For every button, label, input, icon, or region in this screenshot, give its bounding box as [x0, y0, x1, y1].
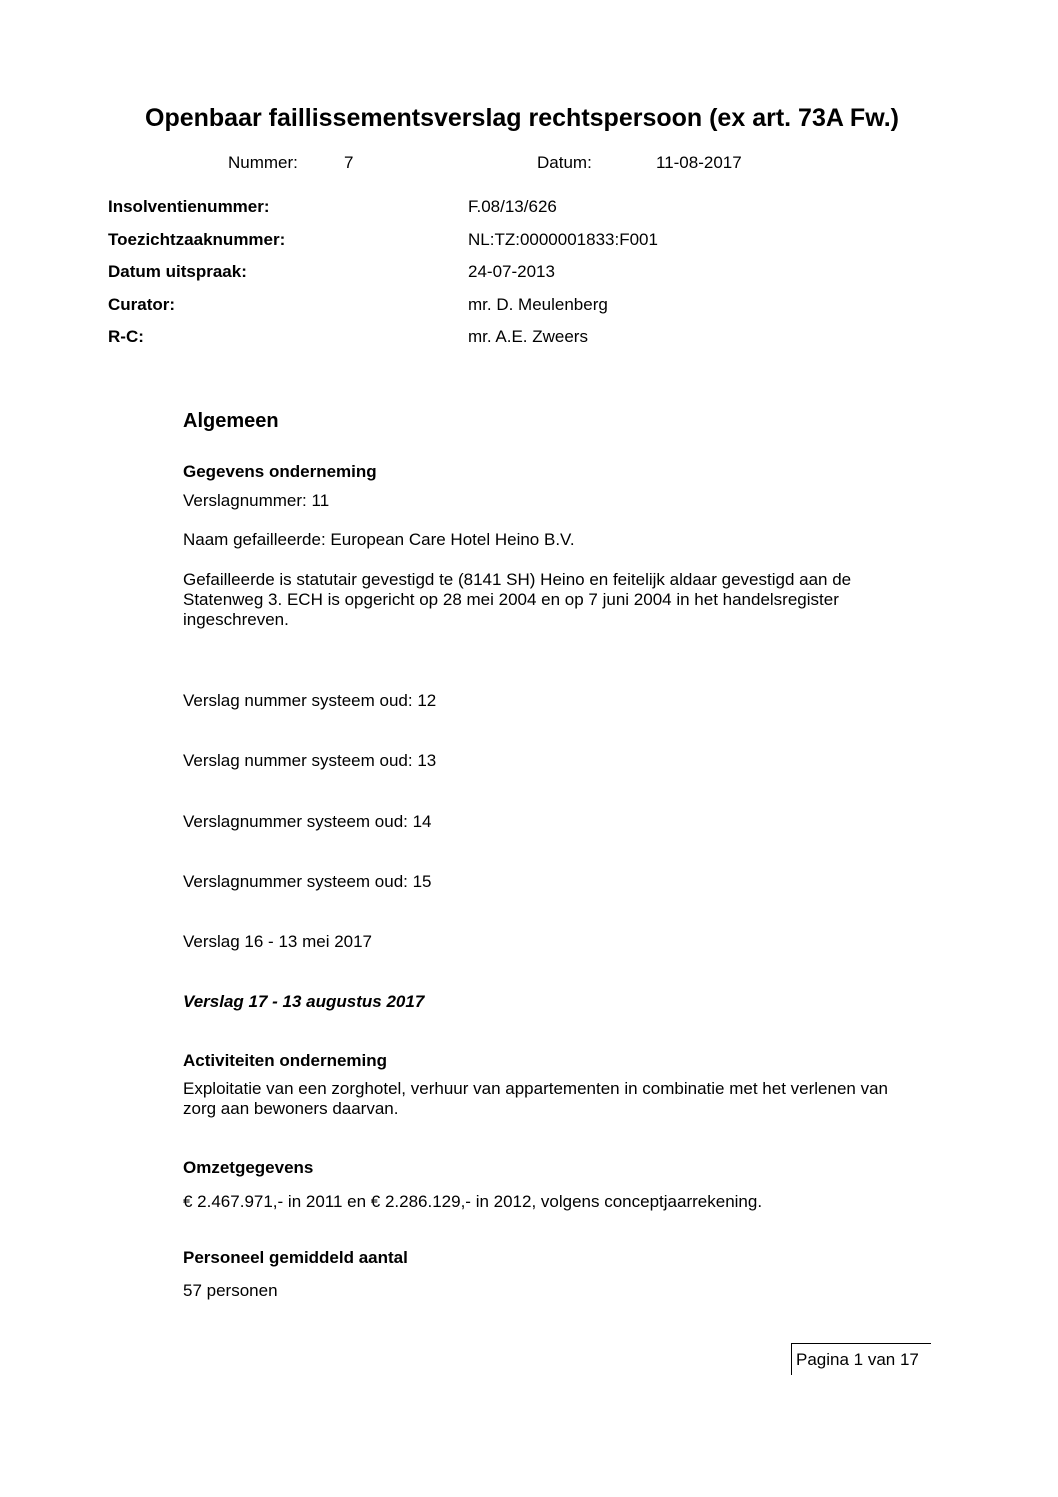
activiteiten-text: Exploitatie van een zorghotel, verhuur van appartementen in combinatie met het verlenen van zorg aan bewoners daarvan. — [183, 1079, 888, 1118]
section-heading: Algemeen — [183, 410, 279, 432]
datum-label: Datum: — [537, 153, 592, 172]
nummer-value: 7 — [344, 153, 354, 172]
verslag-17-text: Verslag 17 - 13 augustus 2017 — [183, 992, 425, 1011]
nummer-label: Nummer: — [228, 153, 298, 172]
adres-paragraph: Gefailleerde is statutair gevestigd te (8141 SH) Heino en feitelijk aldaar gevestigd aan de Statenweg 3. ECH is opgericht op 28 mei 2004 en op 7 juni 2004 in het handelsregister ingeschreven. — [183, 570, 852, 629]
verslag-15-text: Verslagnummer systeem oud: 15 — [183, 872, 432, 891]
verslag-14-text: Verslagnummer systeem oud: 14 — [183, 812, 432, 831]
curator-value: mr. D. Meulenberg — [468, 295, 608, 314]
verslag-13-text: Verslag nummer systeem oud: 13 — [183, 751, 437, 770]
activiteiten-heading: Activiteiten onderneming — [183, 1051, 388, 1070]
rc-value: mr. A.E. Zweers — [468, 327, 588, 346]
page-number-box — [791, 1343, 931, 1375]
document-title: Openbaar faillissementsverslag rechtspersoon (ex art. 73A Fw.) — [145, 104, 899, 132]
verslag-16-text: Verslag 16 - 13 mei 2017 — [183, 932, 373, 951]
gegevens-heading: Gegevens onderneming — [183, 462, 377, 481]
verslag-12-text: Verslag nummer systeem oud: 12 — [183, 691, 437, 710]
datum-value: 11-08-2017 — [656, 153, 742, 172]
verslagnummer-text: Verslagnummer: 11 — [183, 491, 330, 510]
naam-gefailleerde-text: Naam gefailleerde: European Care Hotel Heino B.V. — [183, 530, 575, 549]
omzet-text: € 2.467.971,- in 2011 en € 2.286.129,- in 2012, volgens conceptjaarrekening. — [183, 1192, 763, 1211]
insolventienummer-value: F.08/13/626 — [468, 197, 557, 216]
omzet-heading: Omzetgegevens — [183, 1158, 314, 1177]
datum-uitspraak-value: 24-07-2013 — [468, 262, 555, 281]
rc-label: R-C: — [108, 327, 144, 346]
personeel-text: 57 personen — [183, 1281, 278, 1300]
curator-label: Curator: — [108, 295, 176, 314]
toezichtzaaknummer-label: Toezichtzaaknummer: — [108, 230, 286, 249]
datum-uitspraak-label: Datum uitspraak: — [108, 262, 247, 281]
toezichtzaaknummer-value: NL:TZ:0000001833:F001 — [468, 230, 658, 249]
page-number: Pagina 1 van 17 — [796, 1350, 919, 1369]
insolventienummer-label: Insolventienummer: — [108, 197, 270, 216]
personeel-heading: Personeel gemiddeld aantal — [183, 1248, 408, 1267]
